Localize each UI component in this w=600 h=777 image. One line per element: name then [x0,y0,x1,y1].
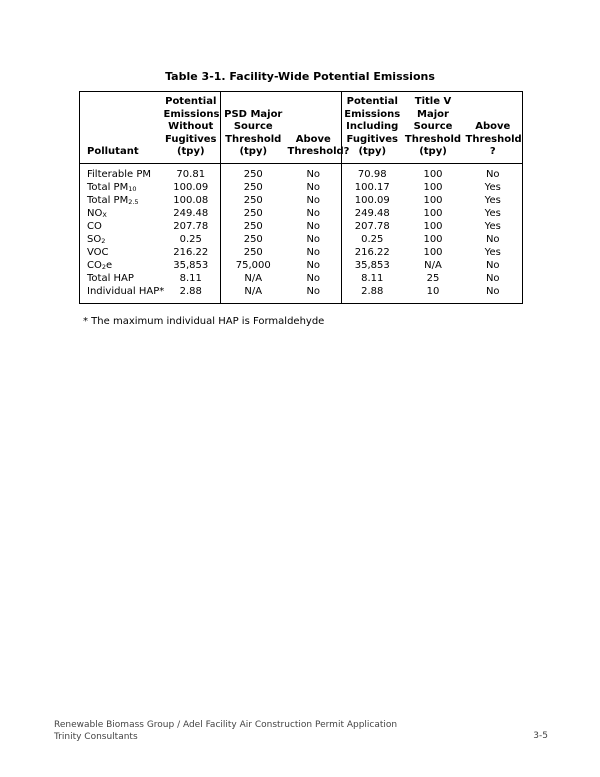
pollutant-cell [80,194,162,207]
table-cell: N/A [244,273,263,285]
pollutant-cell [80,207,162,220]
pollutant-subscript: 2 [101,263,106,272]
pollutant-name: CO [87,220,102,232]
table-cell: 250 [243,233,263,245]
table-cell: 8.11 [361,273,384,285]
table-cell: 207.78 [354,220,390,232]
table-row [80,207,523,220]
page-footer [54,719,397,743]
table-cell: 249.48 [162,207,221,220]
pollutant-subscript: X [102,210,107,219]
table-cell: 250 [243,168,263,180]
table-cell: No [485,233,500,245]
column-header-line: Without [168,121,214,132]
column-header-line: (tpy) [358,146,387,157]
column-header [342,92,403,164]
table-cell: 100 [423,220,443,232]
column-header [162,92,221,164]
table-cell: 100.08 [162,194,221,207]
column-header-line: Potential [346,96,398,107]
table-cell: 35,853 [162,259,221,272]
table-body [80,163,523,304]
pollutant-name: Total PM [87,194,129,206]
table-cell: 70.98 [357,168,387,180]
emissions-table [79,91,523,304]
column-header-line: Above [295,133,331,145]
column-header-line: (tpy) [239,146,268,157]
table-cell: 250 [243,181,263,193]
table-cell: No [286,220,342,233]
table-cell: No [286,233,342,246]
table-row [80,194,523,207]
column-header-line: Emissions [344,108,401,120]
pollutant-cell [80,285,165,304]
table-cell: 216.22 [354,247,390,259]
column-header-line: Potential [165,96,217,107]
table-cell: 100 [423,181,443,193]
column-header-line: (tpy) [419,146,447,157]
pollutant-suffix: e [106,260,113,272]
table-cell: No [286,246,342,259]
pollutant-name: NO [87,207,103,219]
table-cell: 100.09 [354,194,390,206]
pollutant-cell [80,181,162,194]
column-header-line: Source [413,121,453,132]
footer-document-title: Renewable Biomass Group / Adel Facility Air Construction Permit Application [54,720,398,730]
table-cell: Yes [484,247,501,259]
pollutant-subscript: 2.5 [128,197,139,206]
table-cell: 100 [423,194,443,206]
table-cell: 70.81 [162,163,221,181]
table-cell: 100 [423,168,443,180]
pollutant-name: Filterable PM [87,168,152,180]
table-cell: Yes [484,181,501,193]
table-row [80,285,523,304]
column-header-line: Threshold? [287,146,350,157]
table-cell: Yes [484,207,501,219]
table-row [80,163,523,181]
table-cell: 2.88 [162,285,221,304]
column-header-line: Fugitives [165,133,217,145]
table-cell: 250 [243,247,263,259]
table-cell: No [485,286,500,298]
table-cell: 100 [423,233,443,245]
pollutant-name: CO [87,260,102,272]
pollutant-cell [80,272,162,285]
pollutant-name: Total PM [87,181,129,193]
pollutant-cell [80,220,162,233]
table-row [80,259,523,272]
column-header-line: (tpy) [176,146,205,157]
table-cell: No [286,259,342,272]
column-header [286,92,350,164]
table-cell: 250 [243,194,263,206]
column-header-line: Fugitives [346,133,398,145]
table-cell: 25 [426,273,440,285]
pollutant-cell [80,259,162,272]
column-header-line: Emissions [163,108,220,120]
column-header [221,92,286,164]
table-cell: 100.17 [354,181,390,193]
pollutant-name: Individual HAP* [87,286,165,298]
table-row [80,246,523,259]
pollutant-cell [80,246,162,259]
table-cell: No [485,273,500,285]
pollutant-name: VOC [87,247,109,259]
table-row [80,181,523,194]
table-cell: No [286,163,342,181]
column-header-line: Pollutant [87,146,139,157]
pollutant-subscript: 10 [128,184,137,193]
column-header-line: Source [233,121,273,132]
column-header-line: Above [475,121,511,132]
table-cell: N/A [424,260,442,272]
table-cell: 100.09 [162,181,221,194]
column-header [80,92,162,164]
table-cell: 75,000 [235,260,271,272]
table-cell: 250 [243,220,263,232]
column-header-line: Threshold [465,133,522,145]
column-header-line: Threshold [404,133,462,145]
pollutant-name: SO [87,233,102,245]
table-cell: No [286,181,342,194]
pollutant-subscript: 2 [101,236,106,245]
table-cell: Yes [484,194,501,206]
pollutant-cell [80,163,162,181]
table-cell: No [286,285,342,304]
table-cell: No [286,194,342,207]
table-cell: 2.88 [361,286,384,298]
table-cell: No [485,260,500,272]
table-row [80,220,523,233]
table-cell: 249.48 [354,207,390,219]
table-cell: 0.25 [162,233,221,246]
column-header [403,92,464,164]
column-header [464,92,523,164]
table-cell: No [286,272,342,285]
page-number: 3-5 [533,731,548,741]
table-footnote: * The maximum individual HAP is Formaldehyde [83,316,325,327]
footer-company: Trinity Consultants [54,732,138,742]
pollutant-name: Total HAP [87,273,134,285]
table-cell: Yes [484,220,501,232]
table-cell: 35,853 [354,260,390,272]
table-row [80,272,523,285]
column-header-line: Major [417,108,449,120]
table-row [80,233,523,246]
table-cell: No [485,168,500,180]
column-header-line: PSD Major [224,108,283,120]
column-header-line: Threshold [225,133,282,145]
table-cell: 207.78 [162,220,221,233]
table-cell: 8.11 [162,272,221,285]
table-cell: No [286,207,342,220]
table-cell: 250 [243,207,263,219]
table-cell: 216.22 [162,246,221,259]
table-cell: 0.25 [361,233,384,245]
column-header-line: Including [346,121,399,132]
column-header-line: ? [489,146,496,157]
table-cell: 10 [426,286,440,298]
table-cell: N/A [244,286,263,298]
table-header-row [80,92,523,164]
table-cell: 100 [423,207,443,219]
pollutant-cell [80,233,162,246]
table-title: Table 3-1. Facility-Wide Potential Emissions [165,70,435,83]
column-header-line: Title V [414,96,452,107]
table-cell: 100 [423,247,443,259]
